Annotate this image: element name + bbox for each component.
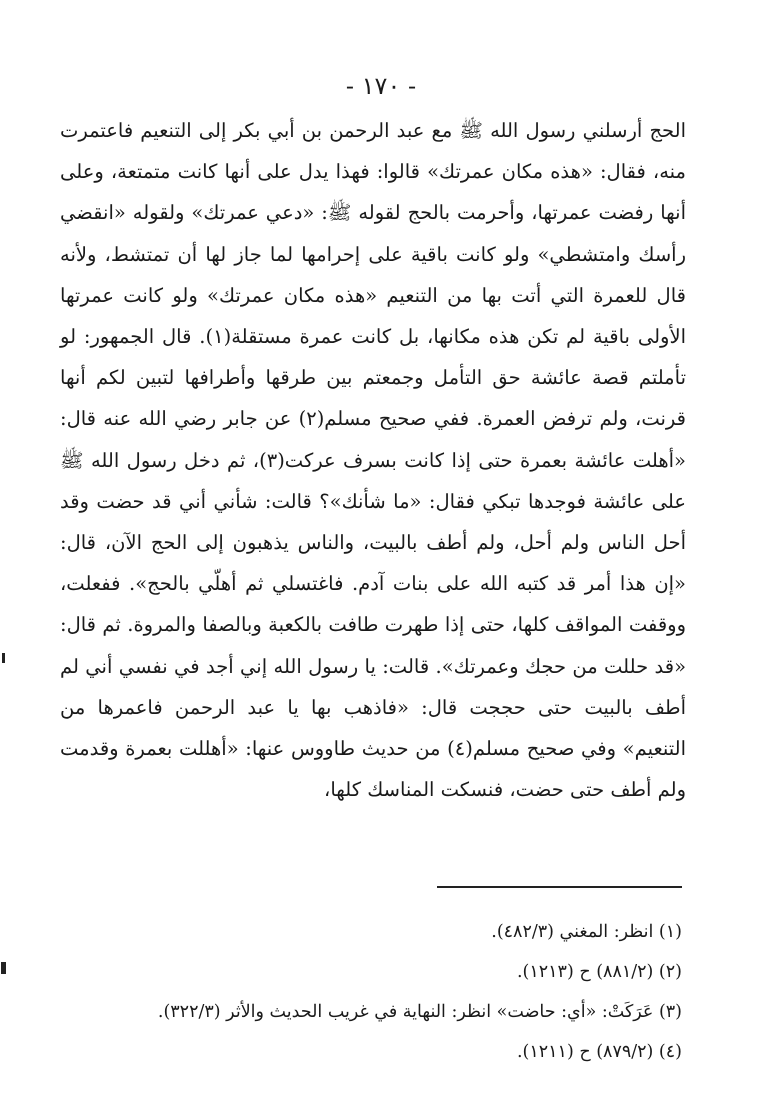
footnote-1: (١) انظر: المغني (٤٨٢/٣). — [491, 922, 682, 942]
main-paragraph: الحج أرسلني رسول الله ﷺ مع عبد الرحمن بن أبي بكر إلى التنعيم فاعتمرت منه، فقال: «هذه مكان عمرتك» قالوا: فهذا يدل على أنها كانت متمتعة، وعلى أنها رفضت عمرتها، وأحرمت بالحج لقوله ﷺ: «دعي عمرتك» ولقوله «انقضي رأسك وامتشطي» ولو كانت باقية على إحرامها لما جاز لها أن تمتشط، ولأنه قال للعمرة التي أتت بها من التنعيم «هذه مكان عمرتك» ولو كانت عمرتها الأولى باقية لم تكن هذه مكانها، بل كانت عمرة مستقلة(١). قال الجمهور: لو تأملتم قصة عائشة حق التأمل وجمعتم بين طرقها وأطرافها لتبين لكم أنها قرنت، ولم ترفض العمرة. ففي صحيح مسلم(٢) عن جابر رضي الله عنه قال: «أهلت عائشة بعمرة حتى إذا كانت بسرف عركت(٣)، ثم دخل رسول الله ﷺ على عائشة فوجدها تبكي فقال: «ما شأنك»؟ قالت: شأني أني قد حضت وقد أحل الناس ولم أحل، ولم أطف بالبيت، والناس يذهبون إلى الحج الآن، قال: «إن هذا أمر قد كتبه الله على بنات آدم. فاغتسلي ثم أهلّي بالحج». ففعلت، ووقفت المواقف كلها، حتى إذا طهرت طافت بالكعبة وبالصفا والمروة. ثم قال: «قد حللت من حجك وعمرتك». قالت: يا رسول الله إني أجد في نفسي أني لم أطف بالبيت حتى حججت قال: «فاذهب بها يا عبد الرحمن فاعمرها من التنعيم» وفي صحيح مسلم(٤) من حديث طاووس عنها: «أهللت بعمرة وقدمت ولم أطف حتى حضت، فنسكت المناسك كلها، — [60, 119, 687, 802]
footnote-2: (٢) (٨٨١/٢) ح (١٢١٣). — [516, 962, 682, 982]
scan-mark — [1, 962, 6, 974]
scan-mark — [2, 653, 5, 663]
footnote-separator — [437, 886, 682, 888]
page-number: - ١٧٠ - — [345, 72, 417, 100]
footnote-3: (٣) عَرَكَتْ: «أي: حاضت» انظر: النهاية في غريب الحديث والأثر (٣٢٢/٣). — [157, 1002, 682, 1022]
main-text — [60, 110, 686, 810]
footnotes — [60, 912, 682, 1072]
footnote-4: (٤) (٨٧٩/٢) ح (١٢١١). — [516, 1042, 682, 1062]
